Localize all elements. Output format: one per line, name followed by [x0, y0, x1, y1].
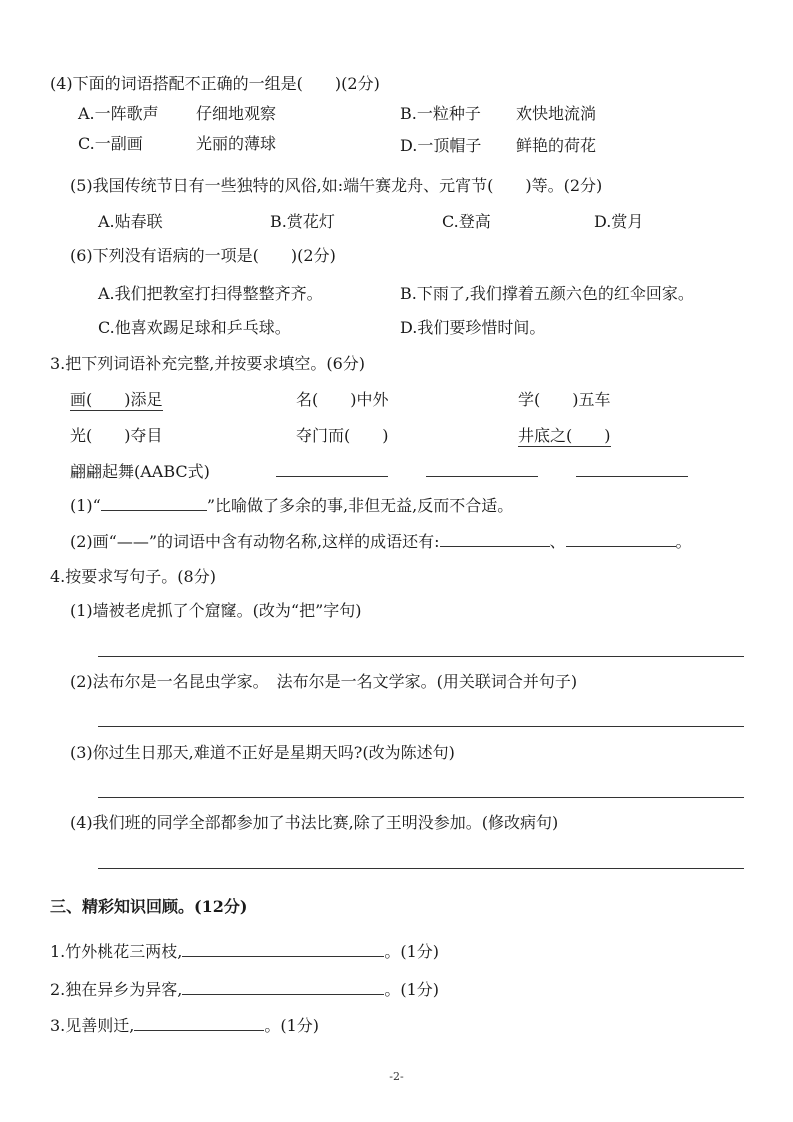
q3-sub1-suffix: ”比喻做了多余的事,非但无益,反而不合适。 [206, 496, 514, 515]
poem-item-2-blank[interactable] [182, 980, 384, 995]
q4-option-c-word1: C.一副画 [78, 134, 143, 153]
q5-option-b[interactable]: B.赏花灯 [270, 212, 335, 231]
q4s-item-1: (1)墙被老虎抓了个窟窿。(改为“把”字句) [70, 601, 362, 620]
q6-option-b[interactable]: B.下雨了,我们撑着五颜六色的红伞回家。 [400, 284, 694, 303]
poem-item-2-pre: 2.独在异乡为异客, [50, 980, 183, 999]
q4s-item-2: (2)法布尔是一名昆虫学家。 法布尔是一名文学家。(用关联词合并句子) [70, 672, 578, 691]
q3-aabc-blanks[interactable] [276, 462, 688, 482]
q4-stem: (4)下面的词语搭配不正确的一组是( )(2分) [50, 74, 380, 93]
q5-option-a[interactable]: A.贴春联 [98, 212, 163, 231]
q3-aabc-prompt: 翩翩起舞(AABC式) [70, 462, 210, 481]
poem-item-1-post: 。(1分) [384, 942, 440, 961]
q3-idiom-1-text: 画( )添足 [70, 390, 163, 409]
q6-option-d[interactable]: D.我们要珍惜时间。 [400, 318, 546, 337]
q4-option-d-word1: D.一顶帽子 [400, 136, 482, 155]
q3-idiom-4[interactable]: 光( )夺目 [70, 426, 163, 445]
q3-idiom-2[interactable]: 名( )中外 [296, 390, 389, 409]
q4s-title: 4.按要求写句子。(8分) [50, 567, 216, 586]
aabc-blank-1[interactable] [276, 462, 388, 477]
poem-item-1 [50, 942, 439, 962]
q4s-answer-line-1[interactable] [98, 656, 744, 657]
q4-option-a[interactable] [78, 104, 276, 124]
aabc-blank-2[interactable] [426, 462, 538, 477]
poem-item-3 [50, 1016, 319, 1036]
poem-item-1-blank[interactable] [182, 942, 384, 957]
q5-stem: (5)我国传统节日有一些独特的风俗,如:端午赛龙舟、元宵节( )等。(2分) [70, 176, 603, 195]
q3-sub2 [70, 532, 692, 552]
q4s-item-3: (3)你过生日那天,难道不正好是星期天吗?(改为陈述句) [70, 743, 455, 762]
poem-item-3-blank[interactable] [134, 1016, 264, 1031]
poem-item-2-post: 。(1分) [384, 980, 440, 999]
page-number: -2- [389, 1070, 404, 1083]
q6-option-a[interactable]: A.我们把教室打扫得整整齐齐。 [98, 284, 323, 303]
q6-stem: (6)下列没有语病的一项是( )(2分) [70, 246, 336, 265]
poem-item-1-pre: 1.竹外桃花三两枝, [50, 942, 183, 961]
q3-sub2-blank-1[interactable] [440, 532, 550, 547]
q3-title: 3.把下列词语补充完整,并按要求填空。(6分) [50, 354, 366, 373]
q3-idiom-6[interactable] [518, 426, 611, 446]
q4s-item-4: (4)我们班的同学全部都参加了书法比赛,除了王明没参加。(修改病句) [70, 813, 559, 832]
q4-option-b[interactable] [400, 104, 596, 124]
q3-idiom-6-text: 井底之( ) [518, 426, 611, 445]
q4s-answer-line-4[interactable] [98, 868, 744, 869]
q3-idiom-5[interactable]: 夺门而( ) [296, 426, 389, 445]
q3-sub1 [70, 496, 513, 516]
q4s-answer-line-3[interactable] [98, 797, 744, 798]
section3-title: 三、精彩知识回顾。(12分) [50, 897, 248, 916]
q4-option-c-word2: 光丽的薄球 [196, 134, 277, 153]
poem-item-3-post: 。(1分) [264, 1016, 320, 1035]
q6-option-c[interactable]: C.他喜欢踢足球和乒乓球。 [98, 318, 291, 337]
q3-sub2-blank-2[interactable] [566, 532, 676, 547]
q4-option-d[interactable] [400, 136, 596, 156]
q3-sub2-prefix: (2)画“——”的词语中含有动物名称,这样的成语还有: [70, 532, 440, 551]
q3-idiom-3[interactable]: 学( )五车 [518, 390, 611, 409]
poem-item-2 [50, 980, 439, 1000]
q3-sub2-end: 。 [675, 532, 692, 551]
q4-option-d-word2: 鲜艳的荷花 [516, 136, 597, 155]
aabc-blank-3[interactable] [576, 462, 688, 477]
q4-option-a-word1: A.一阵歌声 [78, 104, 159, 123]
q4-option-c[interactable] [78, 134, 276, 154]
q5-option-d[interactable]: D.赏月 [594, 212, 644, 231]
q3-sub1-prefix: (1)“ [70, 496, 101, 515]
q4s-answer-line-2[interactable] [98, 726, 744, 727]
q3-idiom-1[interactable] [70, 390, 163, 410]
q4-option-b-word2: 欢快地流淌 [516, 104, 597, 123]
poem-item-3-pre: 3.见善则迁, [50, 1016, 135, 1035]
q4-option-a-word2: 仔细地观察 [196, 104, 277, 123]
q3-sub1-blank[interactable] [101, 496, 207, 511]
q4-option-b-word1: B.一粒种子 [400, 104, 481, 123]
q5-option-c[interactable]: C.登高 [442, 212, 491, 231]
q3-sub2-separator: 、 [549, 532, 566, 551]
